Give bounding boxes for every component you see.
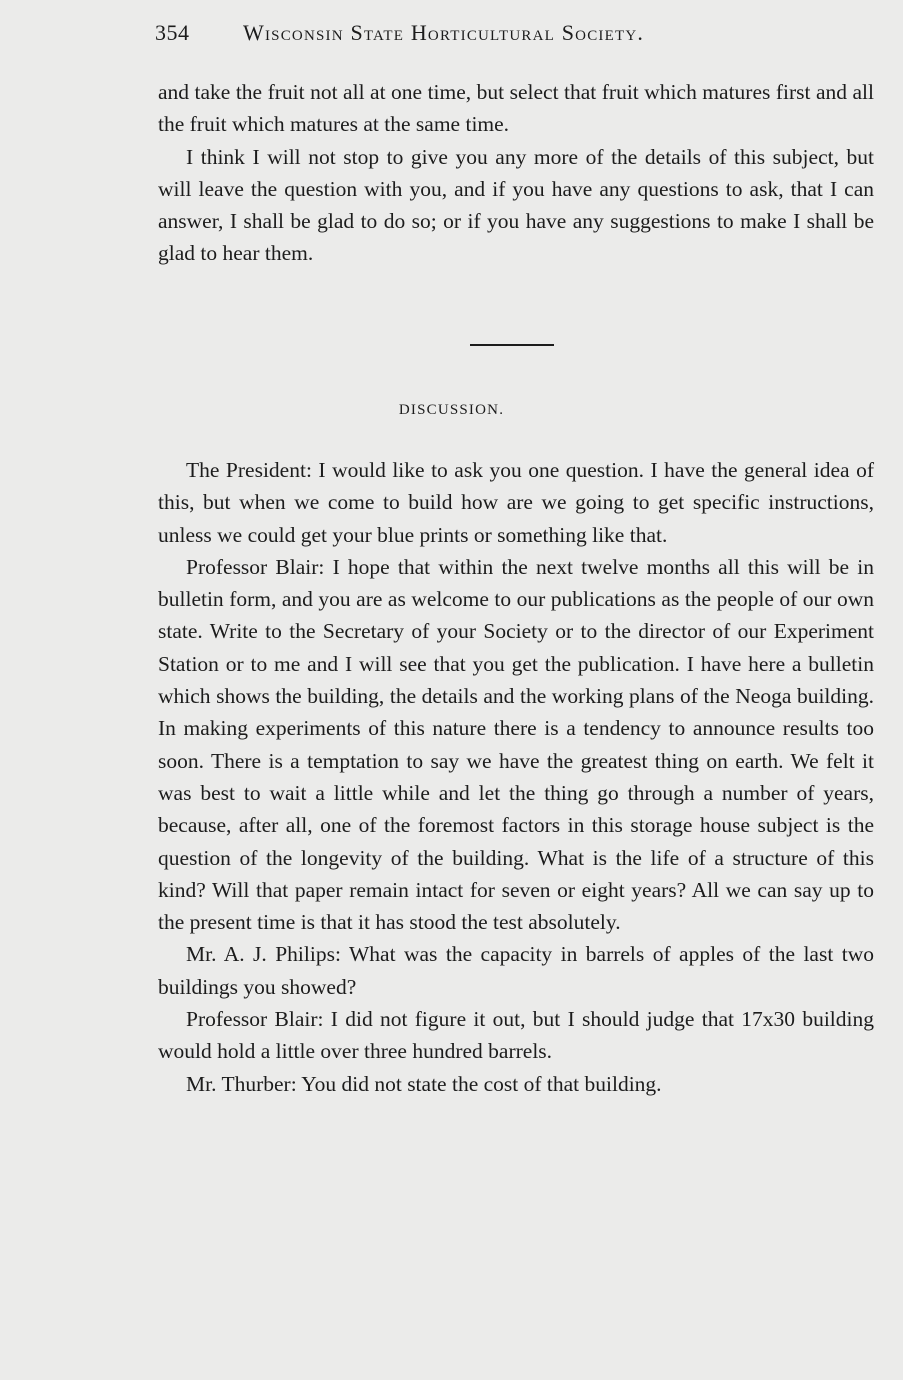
discussion-paragraph-president: The President: I would like to ask you one question. I have the general idea of this, but when we come to build how are we going to get specific instructions, unless we could get your blue prints or something like that.: [158, 458, 874, 547]
paragraph-continued: and take the fruit not all at one time, but select that fruit which matures first and all the fruit which matures at the same time.: [158, 80, 874, 137]
section-heading: DISCUSSION.: [398, 402, 505, 418]
running-head: [155, 20, 875, 46]
running-head-title: Wisconsin State Horticultural Society.: [243, 20, 645, 45]
page-number: 354: [155, 20, 190, 45]
section-divider: [470, 344, 554, 346]
paragraph: I think I will not stop to give you any more of the details of this subject, but will leave the question with you, and if you have any questions to ask, that I can answer, I shall be glad to do so; or if you have any suggestions to make I shall be glad to hear them.: [158, 144, 874, 266]
discussion-paragraph-blair-reply: Professor Blair: I did not figure it out, but I should judge that 17x30 building would hold a little over three hundred barrels.: [158, 1007, 874, 1064]
intro-text: [158, 76, 874, 270]
discussion-text: [158, 454, 874, 1100]
discussion-paragraph-blair: Professor Blair: I hope that within the next twelve months all this will be in bulletin form, and you are as welcome to our publications as the people of our own state. Write to the Secretary of your Society or to the director of our Experiment Station or to me and I will see that you get the publication. I have here a bulletin which shows the building, the details and the working plans of the Neoga building. In making experiments of this nature there is a tendency to announce results too soon. There is a temptation to say we have the greatest thing on earth. We felt it was best to wait a little while and let the thing go through a number of years, because, after all, one of the foremost factors in this storage house subject is the question of the longevity of the building. What is the life of a structure of this kind? Will that paper remain intact for seven or eight years? All we can say up to the present time is that it has stood the test absolutely.: [158, 554, 874, 935]
discussion-paragraph-philips: Mr. A. J. Philips: What was the capacity in barrels of apples of the last two buildings you showed?: [158, 942, 874, 999]
discussion-paragraph-thurber: Mr. Thurber: You did not state the cost of that building.: [186, 1071, 662, 1096]
